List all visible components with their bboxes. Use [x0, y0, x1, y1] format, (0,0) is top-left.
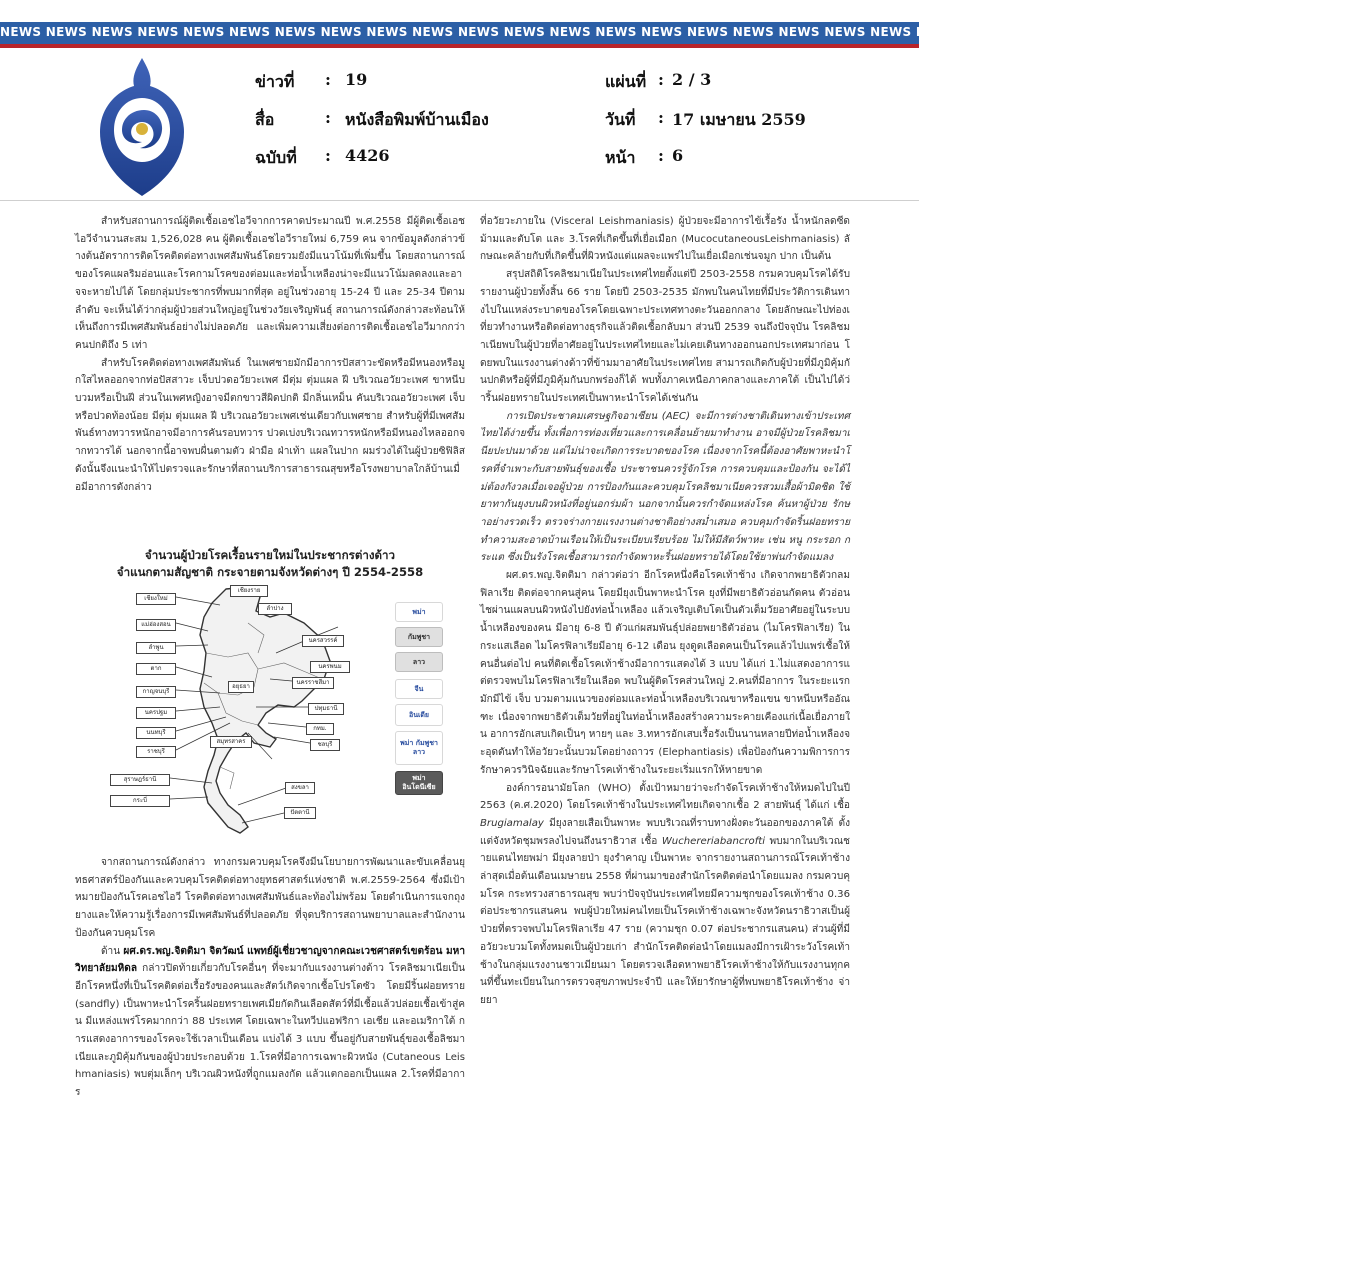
province-label: สุราษฎร์ธานี — [110, 774, 170, 786]
province-label: แม่ฮ่องสอน — [136, 619, 176, 631]
legend-india: อินเดีย — [395, 704, 443, 726]
province-label: ราชบุรี — [136, 746, 176, 758]
legend-myanmar: พม่า — [395, 602, 443, 622]
province-label: นครปฐม — [136, 707, 176, 719]
province-label: สงขลา — [285, 782, 315, 794]
legend-cambodia: กัมพูชา — [395, 627, 443, 647]
legend-myanmar-cambodia-laos: พม่า กัมพูชา ลาว — [395, 731, 443, 765]
paragraph: ด้าน ผศ.ดร.พญ.จิตติมา จิตวัฒน์ แพทย์ผู้เชี่ยวชาญจากคณะเวชศาสตร์เขตร้อน มหาวิทยาลัยมหิดล กล่าวปิดท้ายเกี่ยวกับโรคอื่นๆ ที่จะมากับแรงงานต่างด้าว โรคลิชมาเนียเป็นอีกโรคหนึ่งที่เป็นโรคติดต่อเรื้อรังของคนและสัตว์เกิดจากเชื้อโปรโตซัว โดยมีริ้นฝอยทราย (sandfly) เป็นพาหะนำโรคริ้นฝอยทรายเพศเมียกัดกินเลือดสัตว์ที่มีเชื้อแล้วปล่อยเชื้อเข้าสู่คน มีแหล่งแพร่โรคมากกว่า 88 ประเทศ โดยเฉพาะในทวีปแอฟริกา เอเชีย และอเมริกาใต้ การแสดงอาการของโรคจะใช้เวลาเป็นเดือน แบ่งได้ 3 แบบ ขึ้นอยู่กับสายพันธุ์ของเชื้อลิชมาเนียและภูมิคุ้มกันของผู้ป่วยประกอบด้วย 1.โรคที่มีอาการเฉพาะผิวหนัง (Cutaneous Leishmaniasis) พบตุ่มเล็กๆ บริเวณผิวหนังที่ถูกแมลงกัด แล้วแตกออกเป็นแผล 2.โรคที่มีอาการ — [75, 945, 466, 1099]
page-value: 6 — [672, 146, 684, 165]
news-banner — [0, 22, 1369, 44]
paragraph: สรุปสถิติโรคลิชมาเนียในประเทศไทยตั้งแต่ปี 2503-2558 กรมควบคุมโรคได้รับรายงานผู้ป่วยทั้งสิ้น 66 ราย โดยปี 2503-2535 มักพบในคนไทยที่มีประวัติการเดินทางไปในแหล่งระบาดของโรคโดยเฉพาะประเทศทางตะวันออกกลาง โดยลักษณะไปท่องเที่ยวทำงานหรือติดต่อทางธุรกิจแล้วติดเชื้อกลับมา ส่วนปี 2539 จนถึงปัจจุบัน โรคลิชมาเนียพบในผู้ป่วยที่อาศัยอยู่ในประเทศไทยและไม่เคยเดินทางออกนอกประเทศมาก่อน โดยพบในแรงงานต่างด้าวที่ข้ามมาอาศัยในประเทศไทย สามารถเกิดกับผู้ป่วยที่มีภูมิคุ้มกันปกติหรือผู้ที่มีภูมิคุ้มกันบกพร่องก็ได้ พบทั้งภาคเหนือภาคกลางและภาคใต้ เป็นไปได้ว่าริ้นฝอยทรายในประเทศเป็นพาหะนำโรคได้เช่นกัน — [480, 269, 850, 405]
header-colon: : — [325, 108, 331, 127]
news-banner-text: NEWS NEWS NEWS NEWS NEWS NEWS NEWS NEWS NEWS NEWS NEWS NEWS NEWS NEWS NEWS NEWS NEWS NEWS NEWS NEWS NEWS NEWS NEWS NEWS NEWS NEWS NEWS NEWS NEWS NEWS — [0, 25, 1369, 39]
page-label: หน้า — [605, 148, 636, 167]
province-label: กาญจนบุรี — [136, 686, 176, 698]
province-label: ตาก — [136, 663, 176, 675]
figure-title-line1: จำนวนผู้ป่วยโรคเรื้อนรายใหม่ในประชากรต่างด้าว — [144, 548, 396, 562]
figure-title-line2: จำแนกตามสัญชาติ กระจายตามจังหวัดต่างๆ ปี 2554-2558 — [116, 565, 424, 579]
legend-myanmar-indonesia: พม่า อินโดนีเซีย — [395, 771, 443, 795]
legend-laos: ลาว — [395, 652, 443, 672]
province-label: ลำพูน — [136, 642, 176, 654]
issue-label: ฉบับที่ — [255, 148, 297, 167]
header-colon: : — [658, 146, 664, 165]
province-label: นครสวรรค์ — [302, 635, 344, 647]
paragraph: สำหรับโรคติดต่อทางเพศสัมพันธ์ ในเพศชายมักมีอาการปัสสาวะขัดหรือมีหนองหรือมูกใสไหลออกจากท่อปัสสาวะ เจ็บปวดอวัยวะเพศ มีตุ่ม ตุ่มแผล ฝี บริเวณอวัยวะเพศ ขาหนีบ บวมหรือเป็นฝี ส่วนในเพศหญิงอาจมีตกขาวสีผิดปกติ มีกลิ่นเหม็น คันบริเวณอวัยวะเพศ เจ็บหรือปวดท้องน้อย มีตุ่ม ตุ่มแผล ฝี บริเวณอวัยวะเพศเช่นเดียวกับเพศชาย สำหรับผู้ที่มีเพศสัมพันธ์ทางทวารหนักอาจมีอาการคันรอบทวาร ปวดเบ่งบริเวณทวารหนักหรือมีหนองไหลออกจากทวารได้ นอกจากนี้อาจพบผื่นตามตัว ฝ่ามือ ฝ่าเท้า แผลในปาก ผมร่วงได้ในผู้ป่วยซิฟิลิส ดังนั้นจึงแนะนำให้ไปตรวจและรักษาที่สถานบริการสาธารณสุขหรือโรงพยาบาลใกล้บ้านเมื่อมีอาการดังกล่าว — [75, 357, 465, 493]
right-column — [480, 213, 850, 1273]
header-colon: : — [325, 70, 331, 89]
paragraph: ที่อวัยวะภายใน (Visceral Leishmaniasis) ผู้ป่วยจะมีอาการไข้เรื้อรัง น้ำหนักลดซีด ม้ามและตับโต และ 3.โรคที่เกิดขึ้นที่เยื่อเมือก (MucocutaneousLeishmaniasis) ลักษณะคล้ายกับที่เกิดขึ้นที่ผิวหนังแต่แผลจะแพร่ไปในเยื่อเมือกเช่นจมูก ปาก เป็นต้น — [480, 216, 850, 263]
department-logo — [92, 50, 192, 200]
media-label: สื่อ — [255, 110, 275, 129]
header-colon: : — [658, 108, 664, 127]
province-label: กระบี่ — [110, 795, 170, 807]
province-label: กทม. — [306, 723, 334, 735]
province-label: นนทบุรี — [136, 727, 176, 739]
banner-divider — [0, 44, 919, 48]
news-no-value: 19 — [345, 70, 368, 89]
province-label: นครพนม — [310, 661, 350, 673]
header-colon: : — [325, 146, 331, 165]
header-divider — [0, 200, 919, 201]
date-value: 17 เมษายน 2559 — [672, 110, 806, 129]
paragraph: สำหรับสถานการณ์ผู้ติดเชื้อเอชไอวีจากการคาดประมาณปี พ.ศ.2558 มีผู้ติดเชื้อเอชไอวีจำนวนสะสม 1,526,028 คน ผู้ติดเชื้อเอชไอวีรายใหม่ 6,759 คน จากข้อมูลดังกล่าวข้างต้นอัตราการติดโรคติดต่อทางเพศสัมพันธ์โดยรวมยังมีแนวโน้มที่เพิ่มขึ้น โดยสถานการณ์ของโรคแผลริมอ่อนและโรคกามโรคของต่อมและท่อน้ำเหลืองน่าจะมีแนวโน้มลดลงและอาจจะหายไปได้ โดยกลุ่มประชากรที่พบมากที่สุด อยู่ในช่วงอายุ 15-24 ปี และ 25-34 ปีตามลำดับ จะเห็นได้ว่ากลุ่มผู้ป่วยส่วนใหญ่อยู่ในช่วงวัยเจริญพันธุ์ สถานการณ์ดังกล่าวสะท้อนให้เห็นถึงการมีเพศสัมพันธ์อย่างไม่ปลอดภัย และเพิ่มความเสี่ยงต่อการติดเชื้อเอชไอวีมากกว่าคนปกติถึง 5 เท่า — [75, 216, 465, 351]
province-label: สมุทรสาคร — [210, 736, 252, 748]
province-label: ปัตตานี — [284, 807, 316, 819]
province-label: อยุธยา — [228, 681, 254, 693]
province-label: เชียงใหม่ — [136, 593, 176, 605]
paragraph: จากสถานการณ์ดังกล่าว ทางกรมควบคุมโรคจึงมีนโยบายการพัฒนาและขับเคลื่อนยุทธศาสตร์ป้องกันและควบคุมโรคติดต่อทางยุทธศาสตร์แห่งชาติ พ.ศ.2559-2564 ซึ่งมีเป้าหมายป้องกันโรคเอชไอวี โรคติดต่อทางเพศสัมพันธ์และท้องไม่พร้อม โดยดำเนินการแจกถุงยางและให้ความรู้เรื่องการมีเพศสัมพันธ์ที่ปลอดภัย ที่จุดบริการสถานพยาบาลและสำนักงานป้องกันควบคุมโรค — [75, 857, 465, 939]
province-label: นครราชสีมา — [292, 677, 334, 689]
media-value: หนังสือพิมพ์บ้านเมือง — [345, 110, 489, 129]
left-column-bottom — [75, 854, 465, 1274]
paragraph: ผศ.ดร.พญ.จิตติมา กล่าวต่อว่า อีกโรคหนึ่งคือโรคเท้าช้าง เกิดจากพยาธิตัวกลมฟิลาเรีย ติดต่อจากคนสู่คน โดยมียุงเป็นพาหะนำโรค ยุงที่มีพยาธิตัวอ่อนกัดคน ตัวอ่อนไชผ่านแผลบนผิวหนังไปยังท่อน้ำเหลือง แล้วเจริญเติบโตเป็นตัวเต็มวัยอาศัยอยู่ในระบบน้ำเหลืองของคน มีอายุ 6-8 ปี ตัวแก่ผสมพันธุ์ปล่อยพยาธิตัวอ่อน (ไมโครฟิลาเรีย) ในกระแสเลือด ไมโครฟิลาเรียมีอายุ 6-12 เดือน ยุงดูดเลือดคนเป็นโรคแล้วไปแพร่เชื้อให้คนอื่นต่อไป คนที่ติดเชื้อโรคเท้าช้างมีอาการแสดงได้ 3 แบบ ได้แก่ 1.ไม่แสดงอาการแต่ตรวจพบไมโครฟิลาเรียในเลือด พบในผู้ติดโรคส่วนใหญ่ 2.คนที่มีอาการ ในระยะแรก มักมีไข้ เจ็บ บวมตามแนวของต่อมและท่อน้ำเหลืองบริเวณขาหรือแขน ขาหนีบหรืออัณฑะ เนื่องจากพยาธิตัวเต็มวัยที่อยู่ในท่อน้ำเหลืองสร้างความระคายเคืองแก่เนื้อเยื่อภายใน อาการอักเสบเกิดเป็นๆ หายๆ และ 3.ทหารอักเสบเรื้อรังเป็นนานหลายปีท่อน้ำเหลืองจะอุดตันทำให้อวัยวะนั้นบวมโตอย่างถาวร (Elephantiasis) เพื่อป้องกันความพิการการรักษาควรวินิจฉัยและรักษาโรคเท้าช้างในระยะเริ่มแรกให้หายขาด — [480, 570, 850, 776]
legend-china: จีน — [395, 679, 443, 699]
paragraph: องค์การอนามัยโลก (WHO) ตั้งเป้าหมายว่าจะกำจัดโรคเท้าช้างให้หมดไปในปี 2563 (ค.ศ.2020) โดยโรคเท้าช้างในประเทศไทยเกิดจากเชื้อ 2 สายพันธุ์ ได้แก่ เชื้อ Brugiamalay มียุงลายเสือเป็นพาหะ พบบริเวณที่ราบทางฝั่งตะวันออกของภาคใต้ ตั้งแต่จังหวัดชุมพรลงไปจนถึงนราธิวาส เชื้อ Wuchereriabancrofti พบมากในบริเวณชายแดนไทยพม่า มียุงลายป่า ยุงรำคาญ เป็นพาหะ จากรายงานสถานการณ์โรคเท้าช้างล่าสุดเมื่อต้นเดือนเมษายน 2558 ที่ผ่านมาของสำนักโรคติดต่อนำโดยแมลง กรมควบคุมโรค กระทรวงสาธารณสุข พบว่าปัจจุบันประเทศไทยมีความชุกของโรคเท้าช้าง 0.36 ต่อประชากรแสนคน พบผู้ป่วยใหม่คนไทยเป็นโรคเท้าช้างเฉพาะจังหวัดนราธิวาสเป็นผู้ป่วยที่ตรวจพบไมโครฟิลาเรีย 47 ราย (ความชุก 0.07 ต่อประชากรแสนคน) ส่วนผู้ที่มีอวัยวะบวมโตทั้งหมดเป็นผู้ป่วยเก่า สำนักโรคติดต่อนำโดยแมลงมีการเฝ้าระวังโรคเท้าช้างในกลุ่มแรงงานชาวเมียนมา โดยตรวจเลือดหาพยาธิโรคเท้าช้างให้กับแรงงานทุกคนที่ขึ้นทะเบียนในการตรวจสุขภาพประจำปี และให้ยารักษาผู้ที่พบพยาธิโรคเท้าช้าง จ่ายยา — [480, 782, 851, 1006]
date-label: วันที่ — [605, 110, 636, 129]
left-column-top — [75, 213, 465, 533]
sheet-label: แผ่นที่ — [605, 72, 647, 91]
province-label: ชลบุรี — [310, 739, 340, 751]
header-colon: : — [658, 70, 664, 89]
province-label: ปทุมธานี — [308, 703, 344, 715]
province-label: ลำปาง — [258, 603, 292, 615]
issue-value: 4426 — [345, 146, 390, 165]
sheet-value: 2 / 3 — [672, 70, 712, 89]
news-no-label: ข่าวที่ — [255, 72, 295, 91]
province-label: เชียงราย — [230, 585, 268, 597]
paragraph: การเปิดประชาคมเศรษฐกิจอาเซียน (AEC) จะมีการต่างชาติเดินทางเข้าประเทศไทยได้ง่ายขึ้น ทั้งเพื่อการท่องเที่ยวและการเคลื่อนย้ายมาทำงาน อาจมีผู้ป่วยโรคลิชมาเนียปะปนมาด้วย แต่ไม่น่าจะเกิดการระบาดของโรค เนื่องจากโรคนี้ต้องอาศัยพาหะนำโรคที่จำเพาะกับสายพันธุ์ของเชื้อ ประชาชนควรรู้จักโรค การควบคุมและป้องกัน จะได้ไม่ต้องกังวลเมื่อเจอผู้ป่วย การป้องกันและควบคุมโรคลิชมาเนียควรสวมเสื้อผ้ามิดชิด ใช้ยาทากันยุงบนผิวหนังที่อยู่นอกร่มผ้า นอกจากนั้นควรกำจัดแหล่งโรค ค้นหาผู้ป่วย รักษาอย่างรวดเร็ว ตรวจร่างกายแรงงานต่างชาติอย่างสม่ำเสมอ ควบคุมกำจัดริ้นฝอยทราย ทำความสะอาดบ้านเรือนให้เป็นระเบียบเรียบร้อย ไม่ให้มีสัตว์พาหะ เช่น หนู กระรอก กระแต ซึ่งเป็นรังโรคเชื้อสามารถกำจัดพาหะริ้นฝอยทรายได้โดยใช้ยาพ่นกำจัดแมลง — [480, 410, 850, 564]
